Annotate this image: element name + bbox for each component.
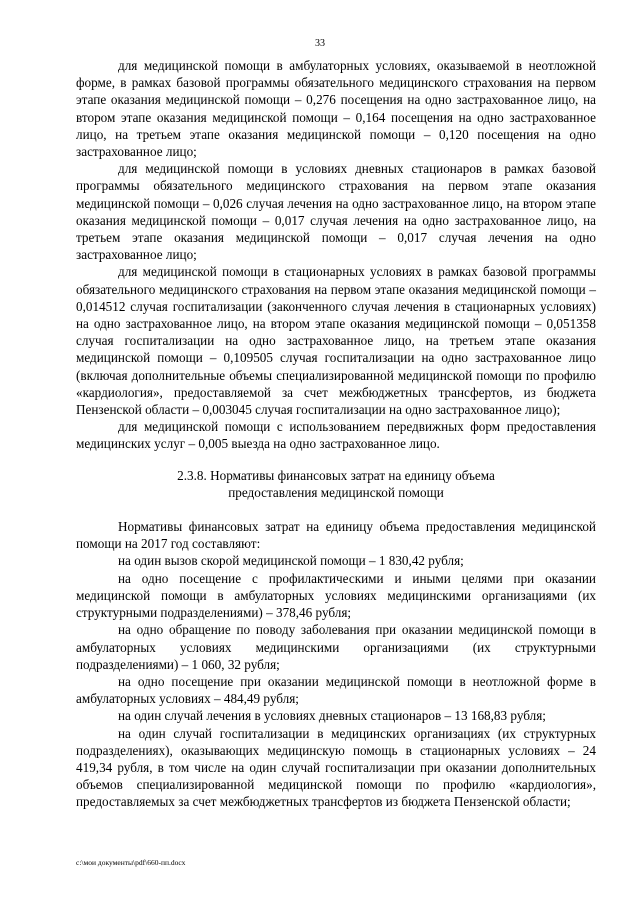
body-text [76,57,596,811]
page-number: 33 [315,38,325,49]
paragraph: на одно посещение при оказании медицинской помощи в неотложной форме в амбулаторных условиях – 484,49 рубля; [76,673,596,707]
section-heading-line: предоставления медицинской помощи [228,484,444,500]
paragraph: для медицинской помощи в условиях дневных стационаров в рамках базовой программы обязательного медицинского страхования на первом этапе оказания медицинской помощи – 0,026 случая лечения на одно застрахованное лицо, на втором этапе оказания медицинской помощи – 0,017 случая лечения на одно застрахованное лицо, на третьем этапе оказания медицинской помощи – 0,017 случая лечения на одно застрахованное лицо; [76,161,596,263]
paragraph: на один случай госпитализации в медицинских организациях (их структурных подразделениях), оказывающих медицинскую помощь в стационарных условиях – 24 419,34 рубля, в том числе на один случай госпитализации при оказании дополнительных объемов специализированной медицинской помощи по профилю «кардиология», предоставляемых за счет межбюджетных трансфертов из бюджета Пензенской области; [76,725,596,810]
paragraph: для медицинской помощи в стационарных условиях в рамках базовой программы обязательного медицинского страхования на первом этапе оказания медицинской помощи – 0,014512 случая госпитализации (законченного случая лечения в стационарных условиях) на одно застрахованное лицо, на втором этапе оказания медицинской помощи – 0,051358 случая госпитализации на одно застрахованное лицо, на третьем этапе оказания медицинской помощи – 0,109505 случая госпитализации на одно застрахованное лицо (включая дополнительные объемы специализированной медицинской помощи по профилю «кардиология», предоставляемой за счет межбюджетных трансфертов, из бюджета Пензенской области – 0,003045 случая госпитализации на одно застрахованное лицо); [76,264,596,418]
paragraph: для медицинской помощи с использованием передвижных форм предоставления медицинских услуг – 0,005 выезда на одно застрахованное лицо. [76,419,596,452]
paragraph: Нормативы финансовых затрат на единицу объема предоставления медицинской помощи на 2017 год составляют: [76,519,596,552]
paragraph: на один вызов скорой медицинской помощи – 1 830,42 рубля; [118,553,464,569]
paragraph: для медицинской помощи в амбулаторных условиях, оказываемой в неотложной форме, в рамках базовой программы обязательного медицинского страхования на первом этапе оказания медицинской помощи – 0,276 посещения на одно застрахованное лицо, на втором этапе оказания медицинской помощи – 0,164 посещения на одно застрахованное лицо, на третьем этапе оказания медицинской помощи – 0,120 посещения на одно застрахованное лицо; [76,58,596,160]
paragraph: на одно обращение по поводу заболевания при оказании медицинской помощи в амбулаторных условиях медицинскими организациями (их структурными подразделениями) – 1 060, 32 рубля; [76,622,596,672]
section-heading [76,467,596,501]
paragraph: на один случай лечения в условиях дневных стационаров – 13 168,83 рубля; [118,708,546,724]
paragraph: на одно посещение с профилактическими и иными целями при оказании медицинской помощи в амбулаторных условиях медицинскими организациями (их структурными подразделениями) – 378,46 рубля; [76,570,596,621]
footer-file-path: c:\мои документы\pdf\660-пп.docx [76,858,186,867]
section-heading-line: 2.3.8. Нормативы финансовых затрат на единицу объема [177,467,495,483]
